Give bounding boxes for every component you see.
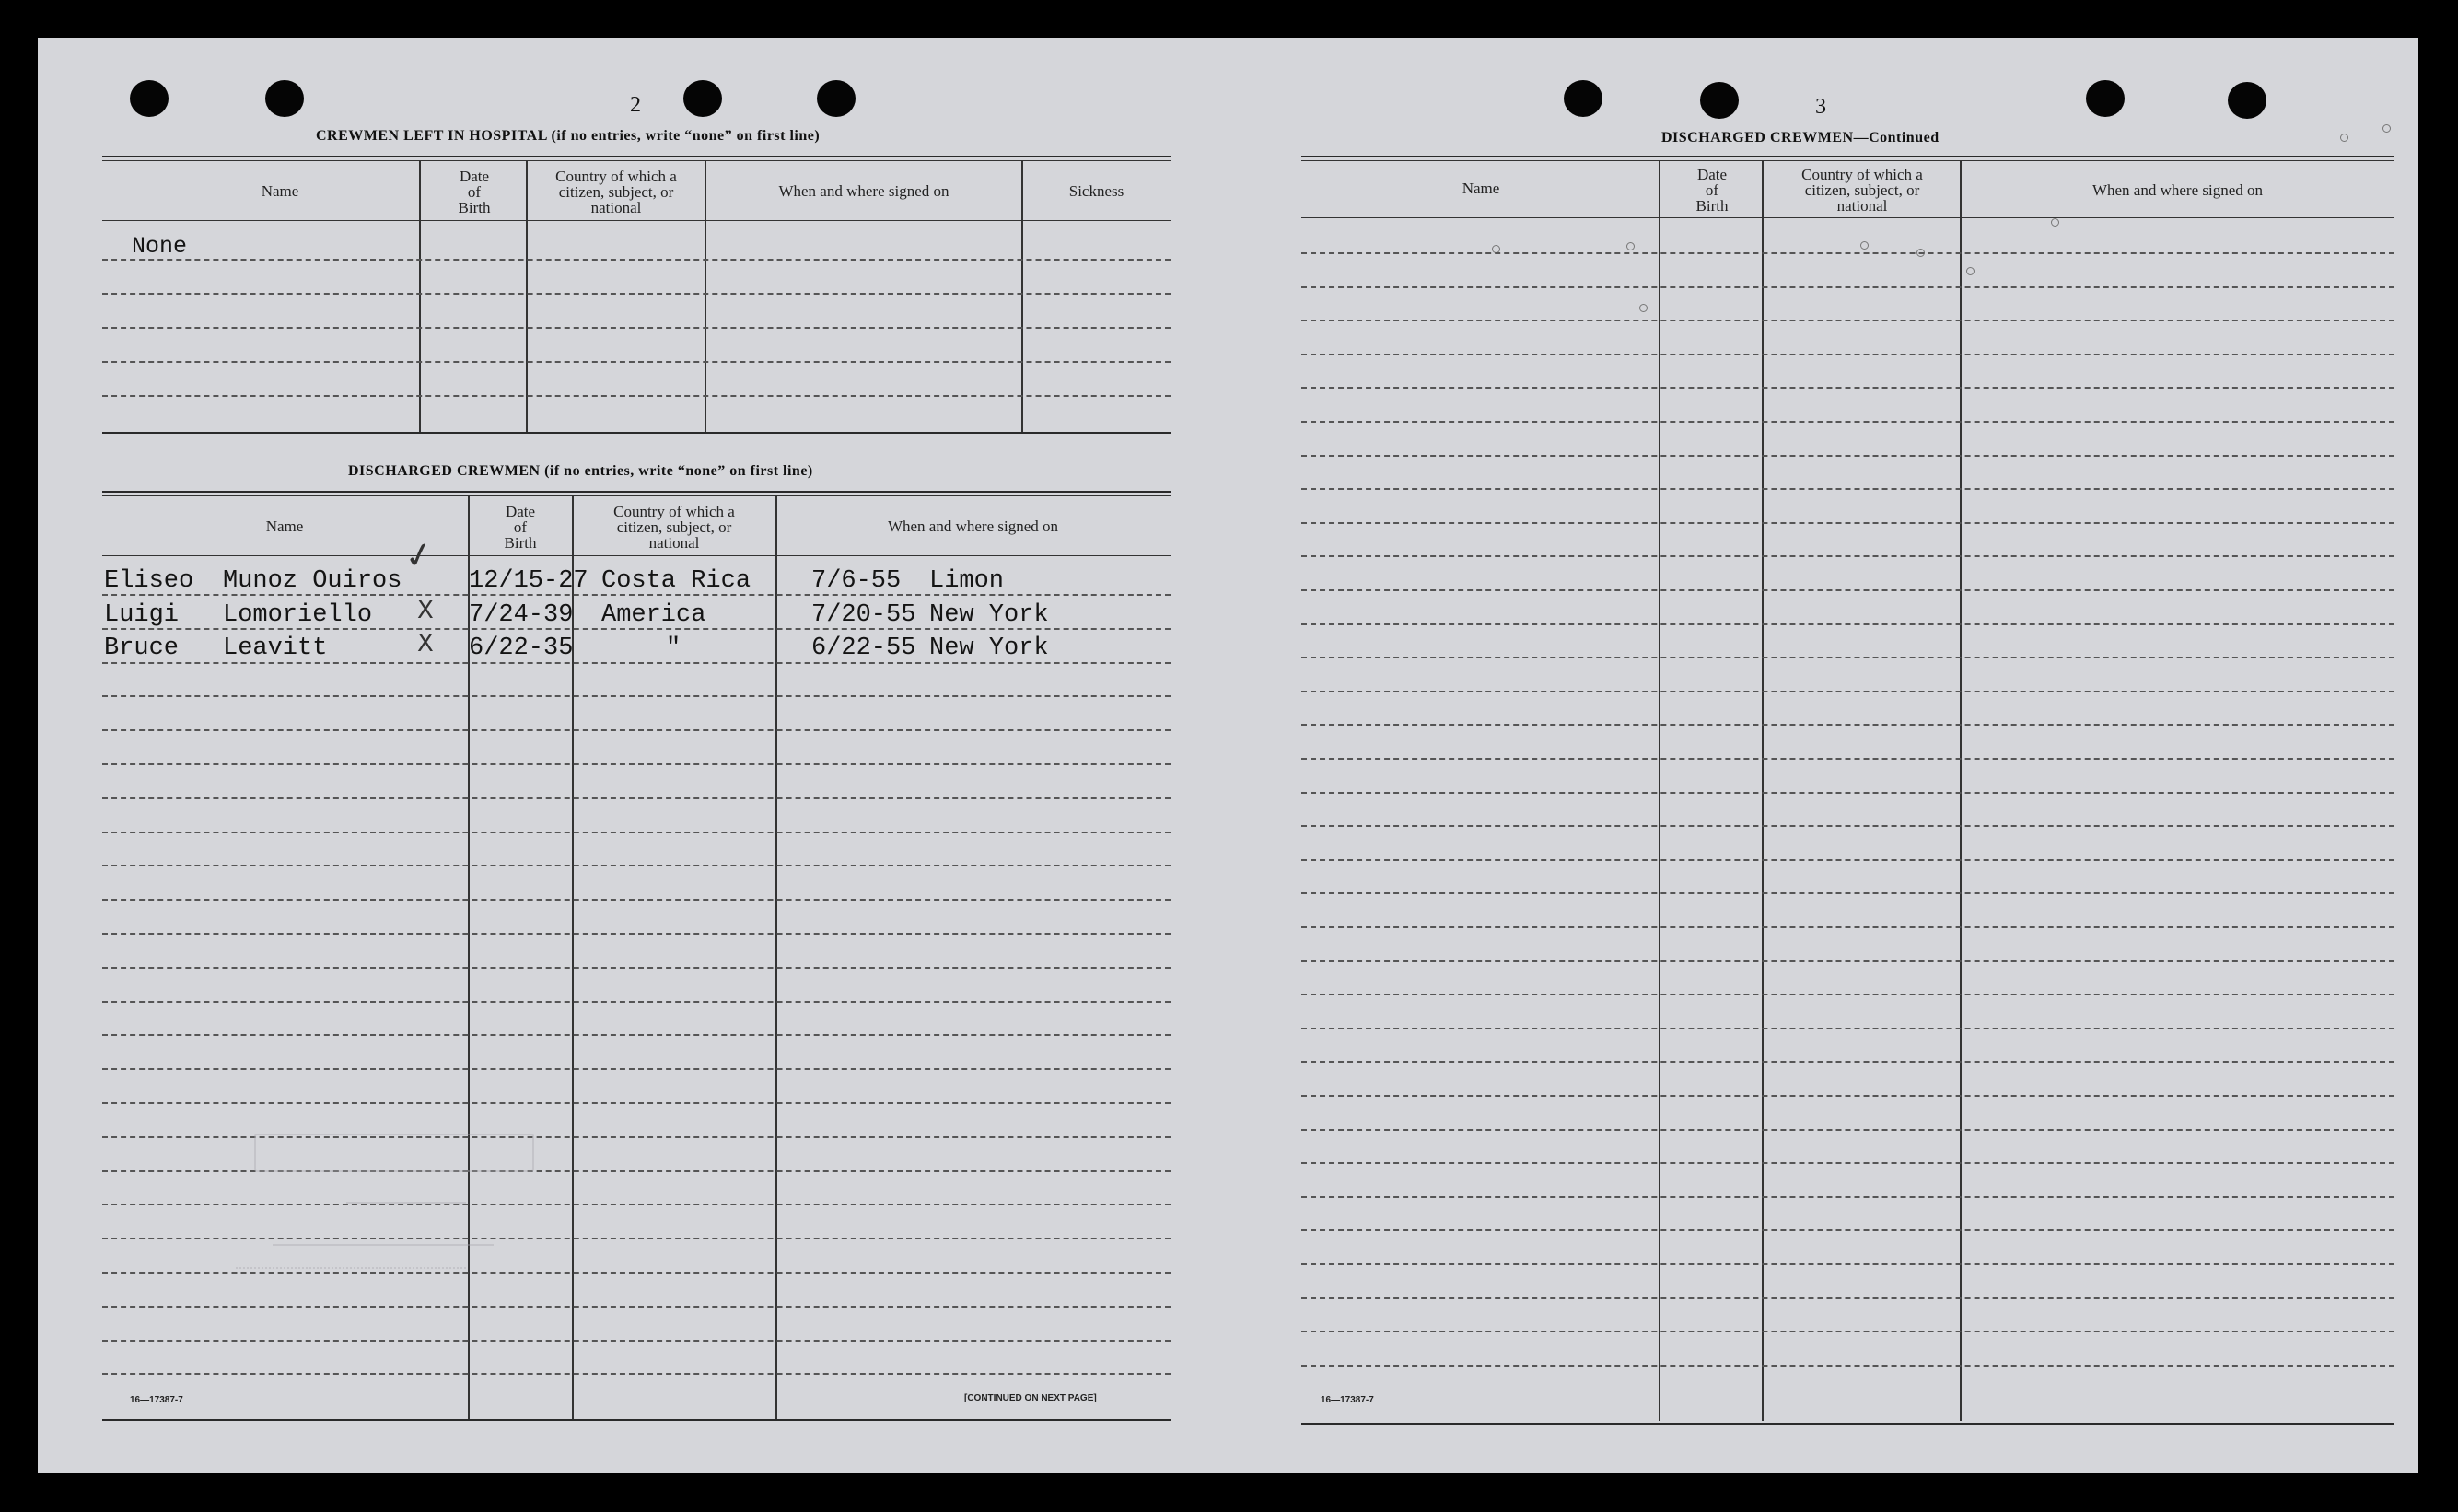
col-header-country: Country of which a citizen, subject, or national xyxy=(613,503,735,552)
header-rule xyxy=(102,555,1171,556)
row-line xyxy=(1301,555,2394,557)
header-rule xyxy=(1301,217,2394,218)
row-line xyxy=(1301,488,2394,490)
row-line xyxy=(102,259,1171,261)
row-line xyxy=(1301,455,2394,457)
row-line xyxy=(102,899,1171,901)
row-line xyxy=(1301,1196,2394,1198)
row-line xyxy=(1301,1229,2394,1231)
check-mark: ✓ xyxy=(400,532,438,578)
page-number: 3 xyxy=(1815,95,1826,119)
row-line xyxy=(1301,1095,2394,1097)
punch-hole xyxy=(817,80,856,117)
row-line xyxy=(102,395,1171,397)
row-line xyxy=(1301,724,2394,726)
speck xyxy=(1860,241,1869,250)
signed-date: 7/6-55 xyxy=(811,567,902,595)
row-line xyxy=(102,729,1171,731)
row-line xyxy=(1301,1331,2394,1332)
row-line xyxy=(1301,1129,2394,1131)
col-divider xyxy=(705,161,706,434)
row-line xyxy=(1301,252,2394,254)
row-line xyxy=(102,1340,1171,1342)
rule xyxy=(102,1419,1171,1421)
signed-place: New York xyxy=(929,601,1049,629)
row-line xyxy=(102,763,1171,765)
col-header-country: Country of which a citizen, subject, or national xyxy=(555,168,677,216)
row-line xyxy=(102,361,1171,363)
signed-place: Limon xyxy=(929,567,1005,595)
speck xyxy=(2382,124,2391,133)
col-header-dob: Date of Birth xyxy=(1695,166,1729,215)
speck xyxy=(1639,304,1648,312)
hospital-entry: None xyxy=(132,233,188,260)
row-line xyxy=(1301,960,2394,962)
signed-date: 7/20-55 xyxy=(811,601,916,629)
col-header-signed: When and where signed on xyxy=(2091,181,2264,199)
row-line xyxy=(1301,859,2394,861)
rule xyxy=(102,491,1171,493)
rule xyxy=(102,495,1171,496)
rule xyxy=(1301,160,2394,161)
form-number: 16—17387-7 xyxy=(130,1395,183,1405)
rule xyxy=(102,160,1171,161)
country: America xyxy=(601,601,706,629)
row-line xyxy=(102,1068,1171,1070)
header-rule xyxy=(102,220,1171,221)
col-header-sickness: Sickness xyxy=(1068,182,1124,200)
row-line xyxy=(102,327,1171,329)
row-line xyxy=(1301,1028,2394,1029)
row-line xyxy=(1301,691,2394,692)
country: " xyxy=(666,634,681,662)
row-line xyxy=(102,1001,1171,1003)
last-name: Munoz Ouiros xyxy=(223,567,402,595)
first-name: Bruce xyxy=(104,634,180,662)
punch-hole xyxy=(2228,82,2266,119)
document-sheet xyxy=(38,38,2418,1473)
row-line xyxy=(102,1373,1171,1375)
first-name: Luigi xyxy=(104,601,180,629)
continued-note: [CONTINUED ON NEXT PAGE] xyxy=(964,1393,1097,1403)
hospital-table-title: CREWMEN LEFT IN HOSPITAL (if no entries, write “none” on first line) xyxy=(316,128,821,144)
punch-hole xyxy=(1700,82,1739,119)
punch-hole xyxy=(130,80,169,117)
row-line xyxy=(1301,623,2394,625)
row-line xyxy=(1301,657,2394,658)
speck xyxy=(1966,267,1975,275)
rule xyxy=(102,432,1171,434)
row-line xyxy=(1301,1297,2394,1299)
punch-hole xyxy=(265,80,304,117)
col-header-name: Name xyxy=(265,518,304,535)
row-line xyxy=(1301,758,2394,760)
country: Costa Rica xyxy=(601,567,751,595)
row-line xyxy=(1301,892,2394,894)
col-divider xyxy=(1021,161,1023,434)
row-line xyxy=(102,695,1171,697)
row-line xyxy=(1301,522,2394,524)
row-line xyxy=(1301,1365,2394,1367)
col-divider xyxy=(419,161,421,434)
rule xyxy=(1301,156,2394,157)
row-line xyxy=(1301,354,2394,355)
col-divider xyxy=(526,161,528,434)
row-line xyxy=(102,832,1171,833)
col-header-name: Name xyxy=(261,182,299,200)
row-line xyxy=(1301,926,2394,928)
dob: 7/24-39 xyxy=(469,601,574,629)
row-line xyxy=(102,293,1171,295)
row-line xyxy=(102,1034,1171,1036)
faded-stamp xyxy=(236,1134,549,1327)
col-header-country: Country of which a citizen, subject, or national xyxy=(1801,166,1923,215)
row-line xyxy=(102,797,1171,799)
rule xyxy=(102,156,1171,157)
signed-date: 6/22-55 xyxy=(811,634,916,662)
row-line xyxy=(102,1102,1171,1104)
discharged-table-title: DISCHARGED CREWMEN (if no entries, write “none” on first line) xyxy=(348,463,813,479)
speck xyxy=(1626,242,1635,250)
row-line xyxy=(102,865,1171,866)
speck xyxy=(2340,134,2348,142)
col-header-signed: When and where signed on xyxy=(778,182,949,200)
row-line xyxy=(1301,994,2394,995)
col-header-dob: Date of Birth xyxy=(458,168,491,216)
punch-hole xyxy=(683,80,722,117)
page-number: 2 xyxy=(630,93,641,117)
continued-table-title: DISCHARGED CREWMEN—Continued xyxy=(1661,130,1940,145)
row-line xyxy=(1301,1263,2394,1265)
col-header-dob: Date of Birth xyxy=(504,503,537,552)
x-mark: X xyxy=(417,597,434,624)
row-line xyxy=(1301,286,2394,288)
speck xyxy=(2051,218,2059,227)
x-mark: X xyxy=(417,630,434,657)
punch-hole xyxy=(1564,80,1602,117)
row-line xyxy=(1301,320,2394,321)
row-line xyxy=(1301,1162,2394,1164)
row-line xyxy=(1301,792,2394,794)
col-divider xyxy=(775,496,777,1420)
row-line xyxy=(1301,1061,2394,1063)
col-header-signed: When and where signed on xyxy=(887,518,1059,535)
last-name: Lomoriello xyxy=(223,601,373,629)
dob: 6/22-35 xyxy=(469,634,574,662)
row-line xyxy=(1301,421,2394,423)
row-line xyxy=(1301,589,2394,591)
dob: 12/15-27 xyxy=(469,567,588,595)
first-name: Eliseo xyxy=(104,567,194,595)
row-line xyxy=(102,967,1171,969)
signed-place: New York xyxy=(929,634,1049,662)
last-name: Leavitt xyxy=(223,634,328,662)
col-header-name: Name xyxy=(1462,180,1500,197)
punch-hole xyxy=(2086,80,2125,117)
rule xyxy=(1301,1423,2394,1425)
row-line xyxy=(1301,825,2394,827)
row-line xyxy=(1301,387,2394,389)
form-number: 16—17387-7 xyxy=(1321,1395,1374,1405)
row-line xyxy=(102,933,1171,935)
